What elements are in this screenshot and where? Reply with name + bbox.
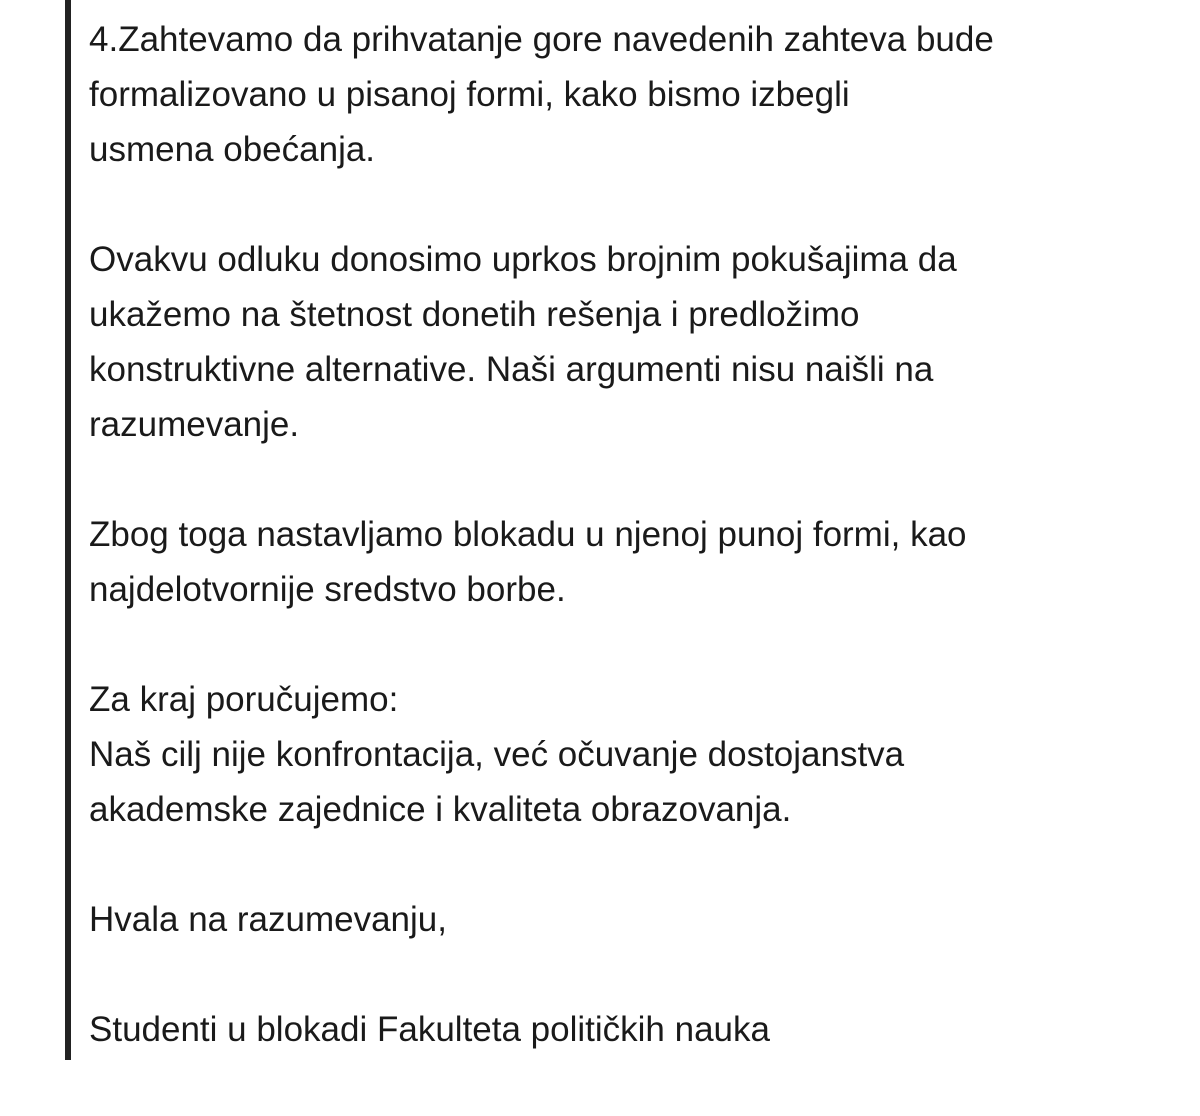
decision-paragraph: Ovakvu odluku donosimo uprkos brojnim pokušajima da ukažemo na štetnost donetih rešenja i predložimo konstruktivne alternative. Naši argumenti nisu naišli na razumevanje.: [89, 240, 957, 444]
thanks-line: Hvala na razumevanju,: [89, 900, 447, 939]
quote-bar: [65, 0, 71, 1060]
demand-paragraph: 4.Zahtevamo da prihvatanje gore navedenih zahteva bude formalizovano u pisanoj formi, kako bismo izbegli usmena obećanja.: [89, 20, 994, 169]
closing-message-paragraph: Za kraj poručujemo: Naš cilj nije konfrontacija, već očuvanje dostojanstva akademske zajednice i kvaliteta obrazovanja.: [89, 680, 905, 829]
signature-line: Studenti u blokadi Fakulteta političkih nauka: [89, 1010, 770, 1049]
message-body: [89, 12, 1179, 1057]
blockade-paragraph: Zbog toga nastavljamo blokadu u njenoj punoj formi, kao najdelotvornije sredstvo borbe.: [89, 515, 967, 609]
